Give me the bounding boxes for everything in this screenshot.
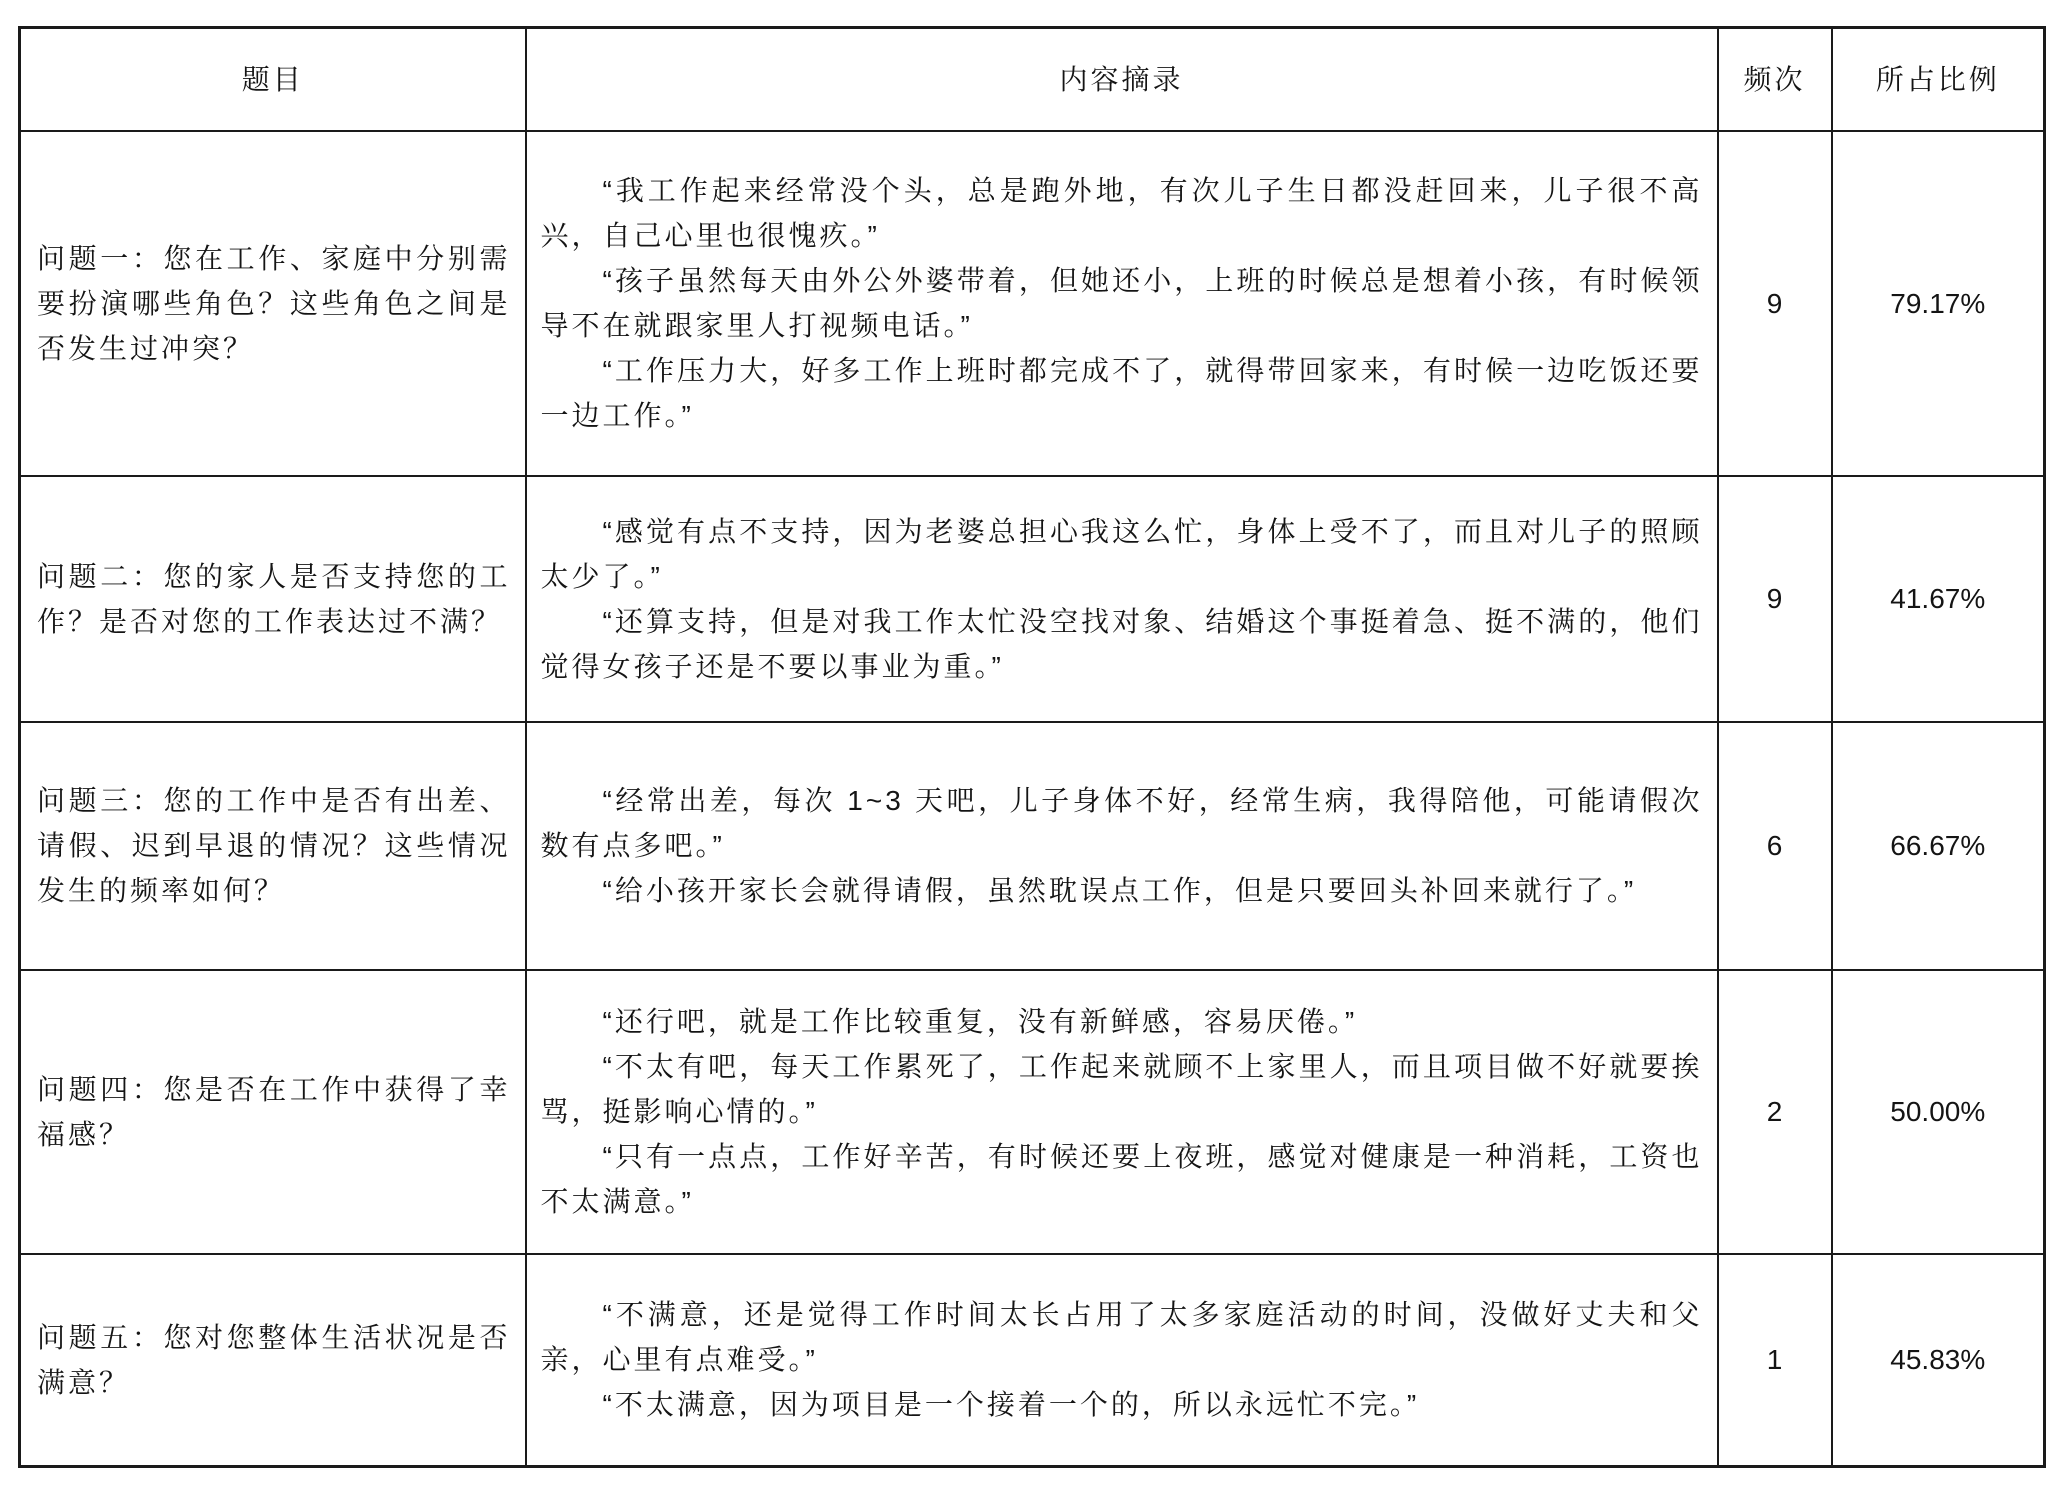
quote: “我工作起来经常没个头，总是跑外地，有次儿子生日都没赶回来，儿子很不高兴，自己心里也很愧疚。”	[540, 175, 1703, 251]
quote: “不太有吧，每天工作累死了，工作起来就顾不上家里人，而且项目做不好就要挨骂，挺影响心情的。”	[540, 1051, 1703, 1127]
quote: “只有一点点，工作好辛苦，有时候还要上夜班，感觉对健康是一种消耗，工资也不太满意。”	[540, 1141, 1703, 1217]
excerpt-cell	[526, 722, 1718, 970]
table-row	[20, 476, 2045, 722]
quote: “感觉有点不支持，因为老婆总担心我这么忙，身体上受不了，而且对儿子的照顾太少了。”	[540, 515, 1703, 592]
question-cell: 问题五：您对您整体生活状况是否满意？	[20, 1254, 526, 1467]
quote: “不太满意，因为项目是一个接着一个的，所以永远忙不完。”	[602, 1389, 1420, 1421]
ratio-cell: 66.67%	[1832, 722, 2045, 970]
table-row	[20, 970, 2045, 1254]
frequency-cell: 1	[1718, 1254, 1832, 1467]
ratio-cell: 41.67%	[1832, 476, 2045, 722]
table-row	[20, 1254, 2045, 1467]
header-question: 题目	[20, 28, 526, 131]
survey-results-table	[18, 26, 2046, 1468]
question-cell: 问题三：您的工作中是否有出差、请假、迟到早退的情况？这些情况发生的频率如何？	[20, 722, 526, 970]
ratio-cell: 79.17%	[1832, 131, 2045, 476]
frequency-cell: 2	[1718, 970, 1832, 1254]
excerpt-cell	[526, 970, 1718, 1254]
excerpt-cell	[526, 476, 1718, 722]
ratio-cell: 50.00%	[1832, 970, 2045, 1254]
question-cell: 问题四：您是否在工作中获得了幸福感？	[20, 970, 526, 1254]
quote: “还算支持，但是对我工作太忙没空找对象、结婚这个事挺着急、挺不满的，他们觉得女孩子还是不要以事业为重。”	[540, 605, 1703, 682]
table-header-row	[20, 28, 2045, 131]
quote: “给小孩开家长会就得请假，虽然耽误点工作，但是只要回头补回来就行了。”	[602, 875, 1637, 906]
table-row	[20, 131, 2045, 476]
quote: “还行吧，就是工作比较重复，没有新鲜感，容易厌倦。”	[602, 1006, 1358, 1037]
quote: “不满意，还是觉得工作时间太长占用了太多家庭活动的时间，没做好丈夫和父亲，心里有点难受。”	[540, 1299, 1703, 1376]
frequency-cell: 9	[1718, 131, 1832, 476]
table-row	[20, 722, 2045, 970]
excerpt-cell	[526, 1254, 1718, 1467]
ratio-cell: 45.83%	[1832, 1254, 2045, 1467]
question-cell: 问题二：您的家人是否支持您的工作？是否对您的工作表达过不满？	[20, 476, 526, 722]
header-frequency: 频次	[1718, 28, 1832, 131]
quote: “孩子虽然每天由外公外婆带着，但她还小，上班的时候总是想着小孩，有时候领导不在就跟家里人打视频电话。”	[540, 265, 1703, 341]
header-ratio: 所占比例	[1832, 28, 2045, 131]
question-cell: 问题一：您在工作、家庭中分别需要扮演哪些角色？这些角色之间是否发生过冲突？	[20, 131, 526, 476]
quote: “工作压力大，好多工作上班时都完成不了，就得带回家来，有时候一边吃饭还要一边工作。”	[540, 355, 1703, 431]
quote: “经常出差，每次 1~3 天吧，儿子身体不好，经常生病，我得陪他，可能请假次数有点多吧。”	[540, 785, 1703, 861]
frequency-cell: 6	[1718, 722, 1832, 970]
excerpt-cell	[526, 131, 1718, 476]
header-excerpt: 内容摘录	[526, 28, 1718, 131]
frequency-cell: 9	[1718, 476, 1832, 722]
